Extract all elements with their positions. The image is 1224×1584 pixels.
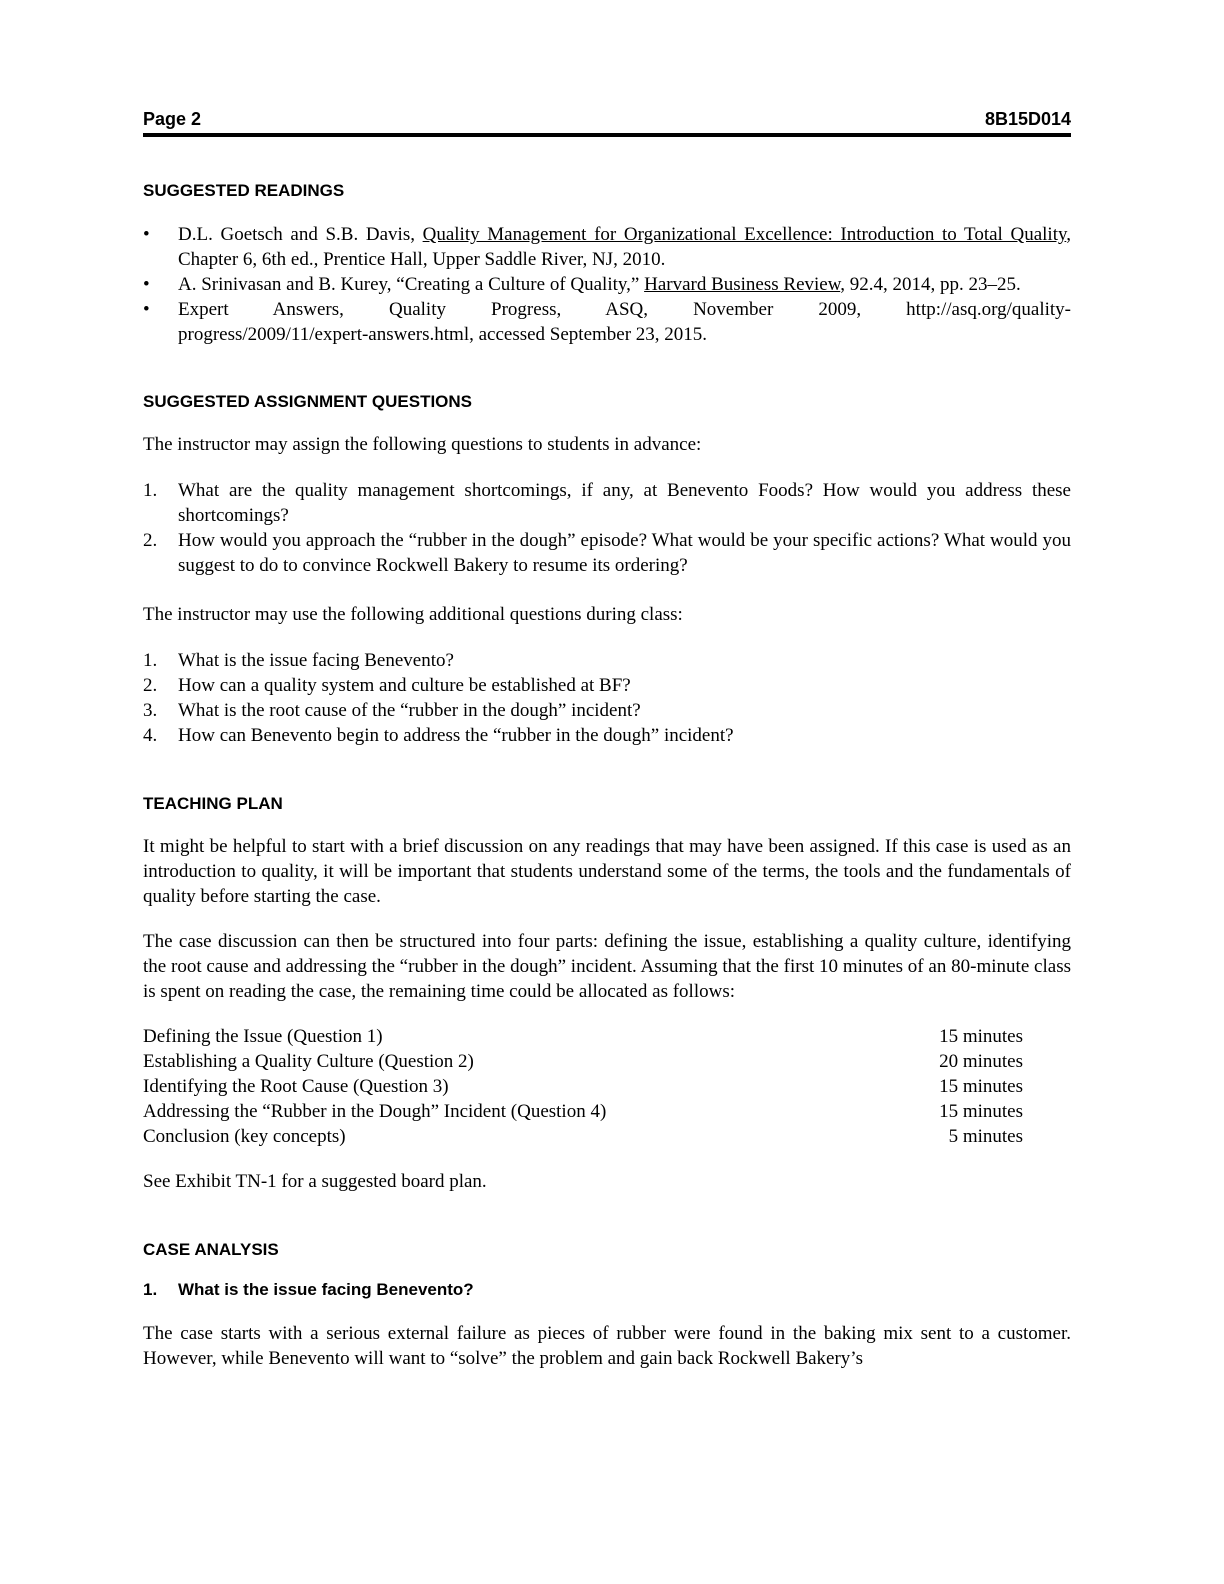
teaching-plan-paragraph: It might be helpful to start with a brief discussion on any readings that may have been assigned. If this case is used as an introduction to quality, it will be important that students understand some of the terms, the tools and the fundamentals of quality before starting the case. bbox=[143, 836, 1071, 907]
allocation-row: Conclusion (key concepts) 5 minutes bbox=[143, 1126, 1023, 1147]
teaching-plan-heading: TEACHING PLAN bbox=[143, 794, 283, 813]
page-number: Page 2 bbox=[143, 109, 202, 129]
case-analysis-heading: CASE ANALYSIS bbox=[143, 1240, 279, 1259]
case-analysis-subheading: 1. What is the issue facing Benevento? bbox=[143, 1280, 474, 1299]
advance-questions-list bbox=[143, 478, 1071, 578]
suggested-readings-heading: SUGGESTED READINGS bbox=[143, 181, 345, 200]
question-item: 2. How would you approach the “rubber in the dough” episode? What would be your specific actions? What would you suggest to do to convince Rockwell Bakery to resume its ordering? bbox=[143, 530, 1071, 576]
allocation-row: Addressing the “Rubber in the Dough” Incident (Question 4) 15 minutes bbox=[143, 1101, 1023, 1122]
question-item: 3. What is the root cause of the “rubber in the dough” incident? bbox=[143, 700, 641, 721]
reading-item: • A. Srinivasan and B. Kurey, “Creating a Culture of Quality,” Harvard Business Review, 92.4, 2014, pp. 23–25. bbox=[143, 274, 1021, 295]
page-header bbox=[143, 104, 1071, 130]
readings-list bbox=[143, 222, 1071, 347]
board-plan-note: See Exhibit TN-1 for a suggested board plan. bbox=[143, 1171, 487, 1192]
document-code: 8B15D014 bbox=[984, 109, 1071, 129]
bullet-icon: • bbox=[143, 224, 150, 245]
assignment-intro-advance: The instructor may assign the following questions to students in advance: bbox=[143, 434, 702, 455]
reading-item: • Expert Answers, Quality Progress, ASQ, November 2009, http://asq.org/quality- progress/2009/11/expert-answers.html, accessed September 23, 2015. bbox=[143, 299, 1071, 345]
teaching-plan-paragraph: The case discussion can then be structured into four parts: defining the issue, establishing a quality culture, identifying the root cause and addressing the “rubber in the dough” incident. Assuming that the first 10 minutes of an 80-minute class is spent on reading the case, the remaining time could be allocated as follows: bbox=[143, 931, 1071, 1002]
assignment-questions-heading: SUGGESTED ASSIGNMENT QUESTIONS bbox=[143, 392, 473, 411]
bullet-icon: • bbox=[143, 299, 150, 320]
question-item: 1. What is the issue facing Benevento? bbox=[143, 650, 454, 671]
book-title: Quality Management for Organizational Excellence: Introduction to Total Quality bbox=[422, 224, 1067, 245]
class-questions-list bbox=[143, 648, 1071, 748]
document-page bbox=[143, 104, 1071, 1371]
journal-title: Harvard Business Review bbox=[644, 274, 841, 295]
question-item: 2. How can a quality system and culture be established at BF? bbox=[143, 675, 631, 696]
question-item: 1. What are the quality management shortcomings, if any, at Benevento Foods? How would you address these shortcomings? bbox=[143, 480, 1071, 526]
allocation-row: Defining the Issue (Question 1) 15 minutes bbox=[143, 1026, 1023, 1047]
allocation-row: Identifying the Root Cause (Question 3) 15 minutes bbox=[143, 1076, 1023, 1097]
question-item: 4. How can Benevento begin to address the “rubber in the dough” incident? bbox=[143, 725, 734, 746]
reading-item: • D.L. Goetsch and S.B. Davis, Quality Management for Organizational Excellence: Introduction to Total Quality, Chapter 6, 6th ed., Prentice Hall, Upper Saddle River, NJ, 2010. bbox=[143, 224, 1071, 270]
case-analysis-paragraph: The case starts with a serious external failure as pieces of rubber were found in the baking mix sent to a customer. However, while Benevento will want to “solve” the problem and gain back Rockwell Bakery’s bbox=[143, 1323, 1071, 1369]
header-rule bbox=[143, 133, 1071, 137]
time-allocation-table bbox=[143, 1024, 1023, 1149]
bullet-icon: • bbox=[143, 274, 150, 295]
assignment-intro-class: The instructor may use the following additional questions during class: bbox=[143, 604, 683, 625]
allocation-row: Establishing a Quality Culture (Question 2) 20 minutes bbox=[143, 1051, 1023, 1072]
